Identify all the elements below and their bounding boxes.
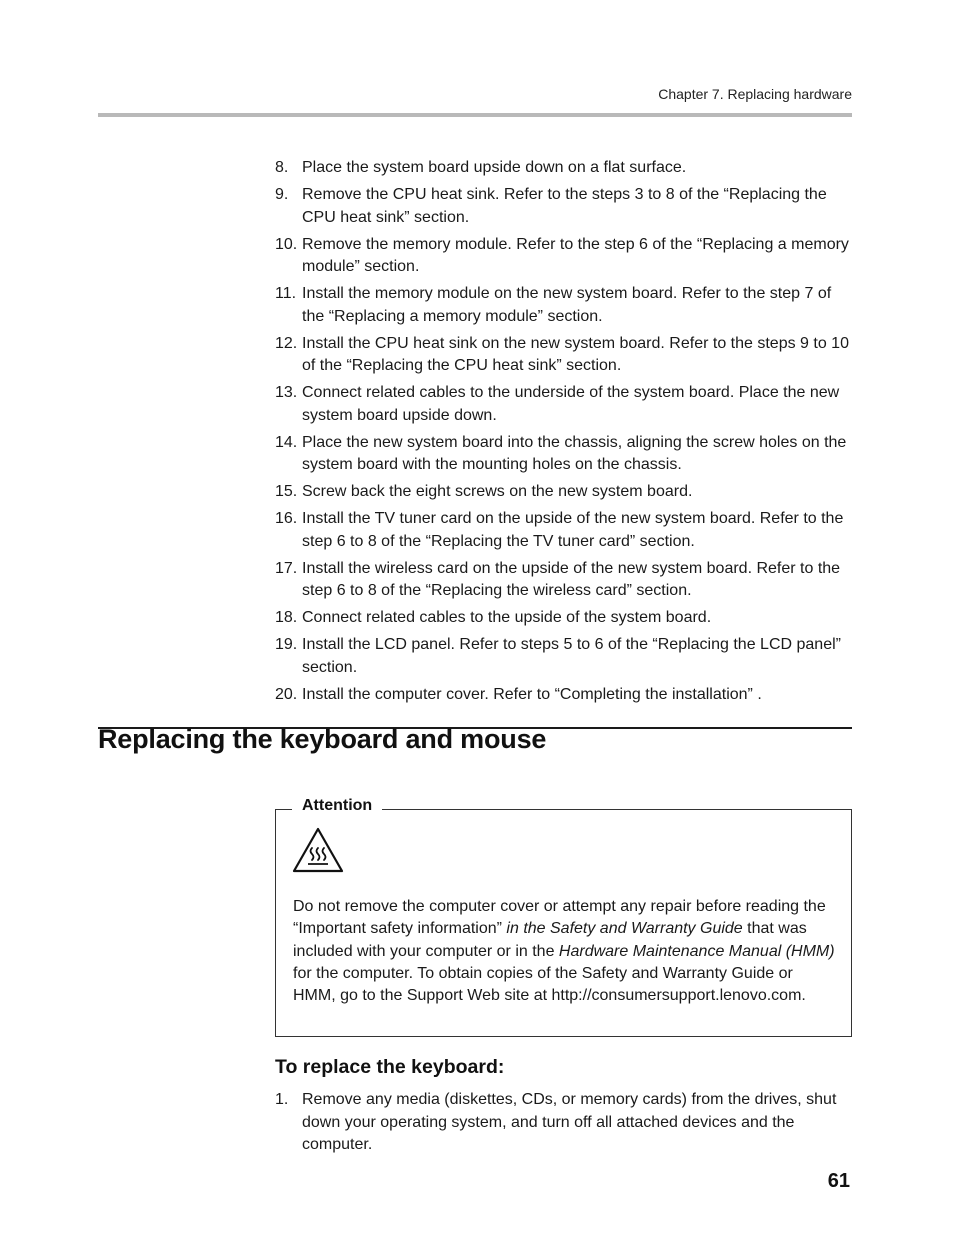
step-text: Install the memory module on the new system board. Refer to the step 7 of the “Replacing a memory module” section. <box>302 285 832 325</box>
step-text: Place the system board upside down on a flat surface. <box>302 159 687 176</box>
list-item <box>275 634 855 679</box>
list-item <box>275 607 855 630</box>
step-number: 12. <box>275 334 298 352</box>
step-text: Install the LCD panel. Refer to steps 5 to 6 of the “Replacing the LCD panel” section. <box>302 636 841 676</box>
list-item <box>275 382 855 427</box>
list-item <box>275 508 855 553</box>
attention-text-italic: in the Safety and Warranty Guide <box>501 920 743 938</box>
step-number: 15. <box>275 483 298 500</box>
keyboard-subheading: To replace the keyboard: <box>275 1056 505 1078</box>
section-title: Replacing the keyboard and mouse <box>98 724 547 754</box>
list-item <box>275 684 855 707</box>
step-number: 9. <box>275 186 289 203</box>
step-number: 18. <box>275 609 298 626</box>
step-text: Remove any media (diskettes, CDs, or memory cards) from the drives, shut down your operating system, and turn off all attached devices and the computer. <box>302 1091 837 1153</box>
step-text: Place the new system board into the chassis, aligning the screw holes on the system board with the mounting holes on the chassis. <box>302 433 847 473</box>
list-item <box>275 283 855 328</box>
running-header: Chapter 7. Replacing hardware <box>658 86 852 102</box>
list-item <box>275 157 855 180</box>
attention-label: Attention <box>292 797 382 815</box>
step-number: 19. <box>275 636 298 653</box>
list-item <box>275 234 855 279</box>
step-text: Install the CPU heat sink on the new system board. Refer to the steps 9 to 10 of the “Replacing the CPU heat sink” section. <box>302 334 849 374</box>
list-item <box>275 333 855 378</box>
step-text: Remove the CPU heat sink. Refer to the steps 3 to 8 of the “Replacing the CPU heat sink” section. <box>302 186 827 226</box>
attention-text <box>293 896 838 1007</box>
hot-surface-warning-icon <box>292 826 344 874</box>
step-text: Connect related cables to the upside of the system board. <box>302 609 712 626</box>
step-text: Connect related cables to the underside of the system board. Place the new system board upside down. <box>302 384 840 424</box>
list-item <box>275 558 855 603</box>
page-number: 61 <box>827 1170 850 1192</box>
step-text: Install the computer cover. Refer to “Completing the installation” . <box>302 685 762 703</box>
keyboard-steps <box>275 1089 855 1161</box>
attention-text-italic: Hardware Maintenance Manual (HMM) <box>558 942 835 960</box>
step-text: Install the TV tuner card on the upside of the new system board. Refer to the step 6 to 8 of the “Replacing the TV tuner card” section. <box>302 510 844 550</box>
step-number: 20. <box>275 685 298 703</box>
procedure-steps <box>275 157 855 711</box>
step-number: 8. <box>275 159 289 176</box>
attention-text-part: that was included with your computer or in the <box>293 920 807 960</box>
step-number: 11. <box>275 285 297 302</box>
list-item <box>275 1089 855 1157</box>
header-rule <box>98 113 852 117</box>
attention-text-part: Do not remove the computer cover or attempt any repair before reading the “Important safety information” <box>293 898 826 938</box>
attention-text-part: for the computer. To obtain copies of the Safety and Warranty Guide or HMM, go to the Support Web site at http://consumersupport.lenovo.com. <box>293 964 806 1005</box>
step-text: Install the wireless card on the upside of the new system board. Refer to the step 6 to 8 of the “Replacing the wireless card” section. <box>302 559 841 599</box>
step-number: 16. <box>275 510 298 527</box>
step-number: 10. <box>275 235 298 253</box>
list-item <box>275 432 855 477</box>
list-item <box>275 184 855 229</box>
step-number: 13. <box>275 384 298 401</box>
step-text: Remove the memory module. Refer to the step 6 of the “Replacing a memory module” section. <box>302 235 849 275</box>
step-text: Screw back the eight screws on the new system board. <box>302 483 693 500</box>
step-number: 17. <box>275 559 298 577</box>
step-number: 1. <box>275 1091 289 1108</box>
step-number: 14. <box>275 433 298 451</box>
list-item <box>275 481 855 504</box>
